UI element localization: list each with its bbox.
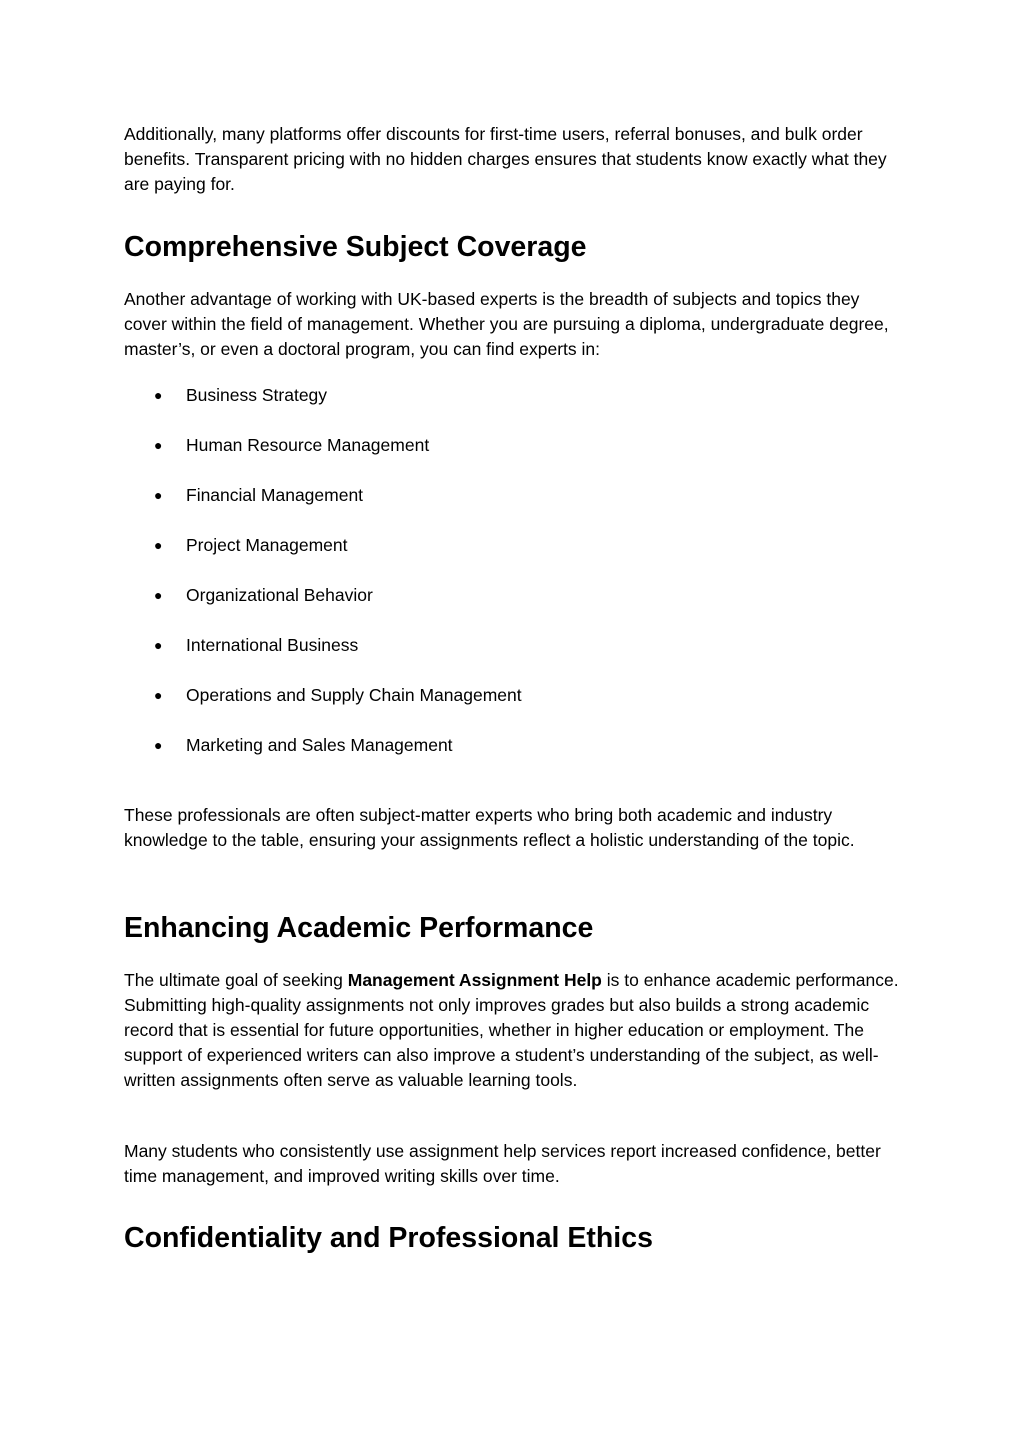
paragraph-pricing: Additionally, many platforms offer discounts for first-time users, referral bonuses, and bulk order benefits. Transparent pricing with no hidden charges ensures that students know exactly what they are paying for.: [124, 124, 887, 194]
heading-subject-coverage: Comprehensive Subject Coverage: [124, 231, 587, 263]
paragraph-benefits: Many students who consistently use assignment help services report increased confidence, better time management, and improved writing skills over time.: [124, 1141, 881, 1186]
paragraph-academic-goal: [124, 968, 904, 1093]
list-item-label: Financial Management: [186, 485, 364, 505]
paragraph-text-end: is to enhance academic performance. Submitting high-quality assignments not only improves grades but also builds a strong academic record that is essential for future opportunities, whether in higher education or employment. The support of experienced writers can also improve a student’s understanding of the subject, as well-written assignments often serve as valuable learning tools.: [124, 970, 899, 1090]
heading-academic-performance: Enhancing Academic Performance: [124, 912, 594, 944]
heading-confidentiality: Confidentiality and Professional Ethics: [124, 1222, 653, 1254]
list-item-label: Organizational Behavior: [186, 585, 373, 605]
bullet-icon: ●: [154, 387, 163, 403]
bullet-icon: ●: [154, 737, 163, 753]
list-item-label: Marketing and Sales Management: [186, 735, 453, 755]
list-item-label: International Business: [186, 635, 359, 655]
list-item-label: Human Resource Management: [186, 435, 430, 455]
bold-phrase: Management Assignment Help: [347, 970, 602, 990]
bullet-icon: ●: [154, 537, 163, 553]
paragraph-experts: These professionals are often subject-matter experts who bring both academic and industry knowledge to the table, ensuring your assignments reflect a holistic understanding of the topic.: [124, 805, 855, 850]
list-item-label: Business Strategy: [186, 385, 328, 405]
list-item-label: Project Management: [186, 535, 348, 555]
bullet-icon: ●: [154, 587, 163, 603]
bullet-icon: ●: [154, 637, 163, 653]
paragraph-subject-intro: Another advantage of working with UK-based experts is the breadth of subjects and topics they cover within the field of management. Whether you are pursuing a diploma, undergraduate degree, master’s, or even a doctoral program, you can find experts in:: [124, 289, 889, 359]
bullet-icon: ●: [154, 437, 163, 453]
list-item-label: Operations and Supply Chain Management: [186, 685, 522, 705]
paragraph-text-start: The ultimate goal of seeking: [124, 970, 348, 990]
bullet-icon: ●: [154, 687, 163, 703]
bullet-icon: ●: [154, 487, 163, 503]
